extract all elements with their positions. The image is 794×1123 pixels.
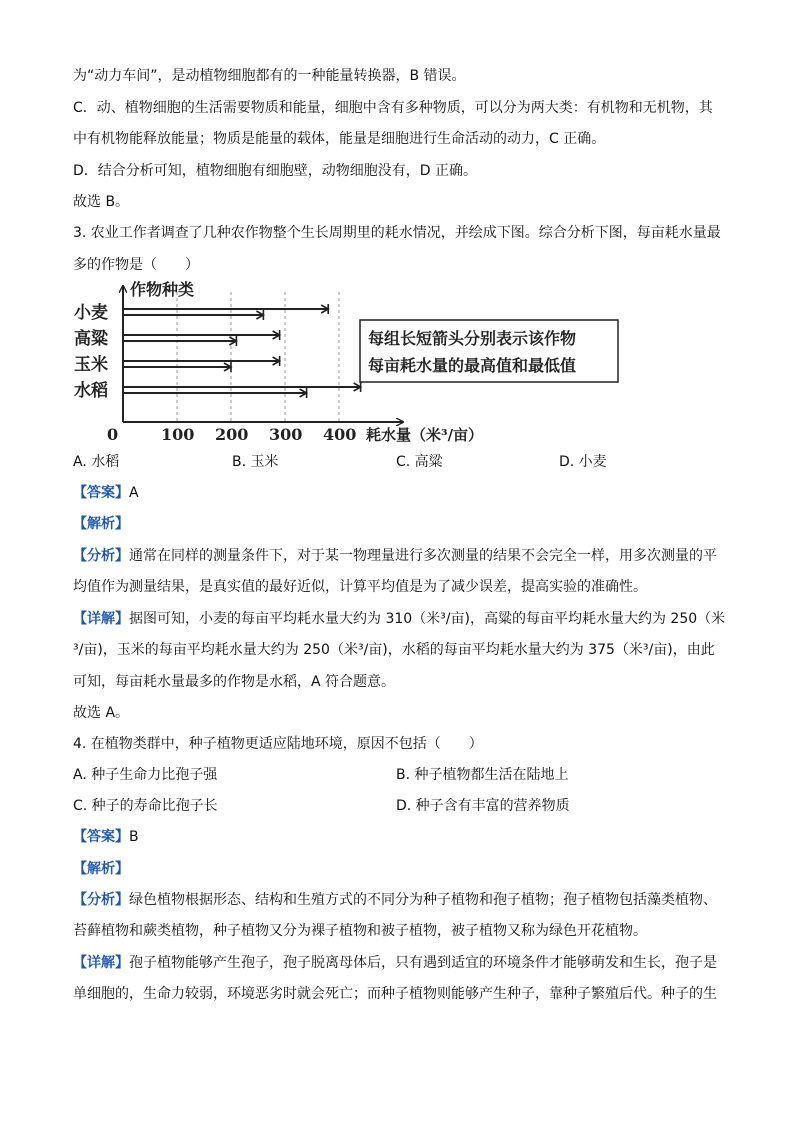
answer-tag: 【答案】 — [73, 485, 129, 501]
fenxi-tag: 【分析】 — [73, 892, 129, 908]
jiexi-tag: 【解析】 — [73, 861, 129, 877]
legend-text-line-1: 每组长短箭头分别表示该作物 — [368, 329, 577, 348]
q4-option-d: D. 种子含有丰富的营养物质 — [396, 798, 570, 814]
text-line-4: D．结合分析可知，植物细胞有细胞壁，动物细胞没有，D 正确。 — [73, 163, 478, 179]
x-tick-label-100: 100 — [161, 425, 195, 444]
q3-jiexi — [73, 515, 129, 533]
q3-fenxi-line-1 — [73, 547, 717, 565]
fenxi-tag: 【分析】 — [73, 548, 129, 564]
text-line-5: 故选 B。 — [73, 194, 130, 210]
xiangjie-tag: 【详解】 — [73, 611, 129, 627]
answer-value: A — [129, 485, 139, 501]
answer-value: B — [129, 829, 139, 845]
q4-xiangjie-line-2: 单细胞的，生命力较弱，环境恶劣时就会死亡；而种子植物则能够产生种子，靠种子繁殖后代。种子的生 — [73, 986, 717, 1002]
q4-fenxi-line-2: 苔藓植物和蕨类植物，种子植物又分为裸子植物和被子植物，被子植物又称为绿色开花植物。 — [73, 923, 647, 939]
xiangjie-text: 孢子植物能够产生孢子，孢子脱离母体后，只有遇到适宜的环境条件才能够萌发和生长，孢子是 — [129, 955, 717, 971]
question-4-stem: 4. 在植物类群中，种子植物更适应陆地环境，原因不包括（ ） — [73, 736, 483, 752]
q4-option-c: C. 种子的寿命比孢子长 — [73, 798, 218, 814]
text-line-3: 中有机物能释放能量；物质是能量的载体，能量是细胞进行生命活动的动力，C 正确。 — [73, 131, 606, 147]
q3-xiangjie-line-3: 可知，每亩耗水量最多的作物是水稻，A 符合题意。 — [73, 674, 396, 690]
q3-option-b: B. 玉米 — [232, 454, 279, 470]
question-3-stem-line-2: 多的作物是（ ） — [73, 257, 199, 273]
q4-fenxi-line-1 — [73, 891, 717, 909]
fenxi-text: 绿色植物根据形态、结构和生殖方式的不同分为种子植物和孢子植物；孢子植物包括藻类植物、 — [129, 892, 717, 908]
fenxi-text: 通常在同样的测量条件下，对于某一物理量进行多次测量的结果不会完全一样，用多次测量的平 — [129, 548, 717, 564]
xiangjie-tag: 【详解】 — [73, 955, 129, 971]
text-line-2: C．动、植物细胞的生活需要物质和能量，细胞中含有多种物质，可以分为两大类：有机物和无机物，其 — [73, 100, 713, 116]
text-line-1: 为“动力车间”，是动植物细胞都有的一种能量转换器，B 错误。 — [73, 68, 466, 84]
answer-tag: 【答案】 — [73, 829, 129, 845]
q4-option-b: B. 种子植物都生活在陆地上 — [396, 767, 569, 783]
q3-option-a: A. 水稻 — [73, 454, 120, 470]
q3-option-c: C. 高粱 — [396, 454, 443, 470]
x-tick-label-300: 300 — [269, 425, 303, 444]
q4-option-a: A. 种子生命力比孢子强 — [73, 767, 218, 783]
q3-fenxi-line-2: 均值作为测量结果，是真实值的最好近似，计算平均值是为了减少误差，提高实验的准确性。 — [73, 579, 647, 595]
category-label-4: 水稻 — [74, 381, 108, 401]
category-label-2: 高粱 — [74, 329, 108, 349]
x-axis-title: 耗水量（米³/亩） — [366, 426, 484, 444]
q3-option-d: D. 小麦 — [559, 454, 607, 470]
q4-xiangjie-line-1 — [73, 954, 717, 972]
q4-jiexi — [73, 860, 129, 878]
x-tick-label-400: 400 — [323, 425, 357, 444]
q4-answer — [73, 828, 139, 846]
category-label-1: 小麦 — [74, 303, 108, 323]
x-tick-label-0: 0 — [107, 425, 119, 444]
category-label-3: 玉米 — [74, 355, 108, 375]
legend-text-line-2: 每亩耗水量的最高值和最低值 — [368, 356, 577, 375]
q3-conclusion: 故选 A。 — [73, 705, 130, 721]
x-tick-label-200: 200 — [215, 425, 249, 444]
jiexi-tag: 【解析】 — [73, 516, 129, 532]
question-3-stem-line-1: 3. 农业工作者调查了几种农作物整个生长周期里的耗水情况，并绘成下图。综合分析下图，每亩耗水量最 — [73, 225, 721, 241]
water-consumption-chart — [68, 274, 628, 446]
q3-xiangjie-line-1 — [73, 610, 725, 628]
q3-answer — [73, 484, 139, 502]
y-axis-title: 作物种类 — [130, 280, 195, 299]
q3-xiangjie-line-2: ³/亩)，玉米的每亩平均耗水量大约为 250（米³/亩)，水稻的每亩平均耗水量大约为 375（米³/亩)，由此 — [73, 642, 715, 658]
xiangjie-text: 据图可知，小麦的每亩平均耗水量大约为 310（米³/亩)，高粱的每亩平均耗水量大约为 250（米 — [129, 611, 726, 627]
